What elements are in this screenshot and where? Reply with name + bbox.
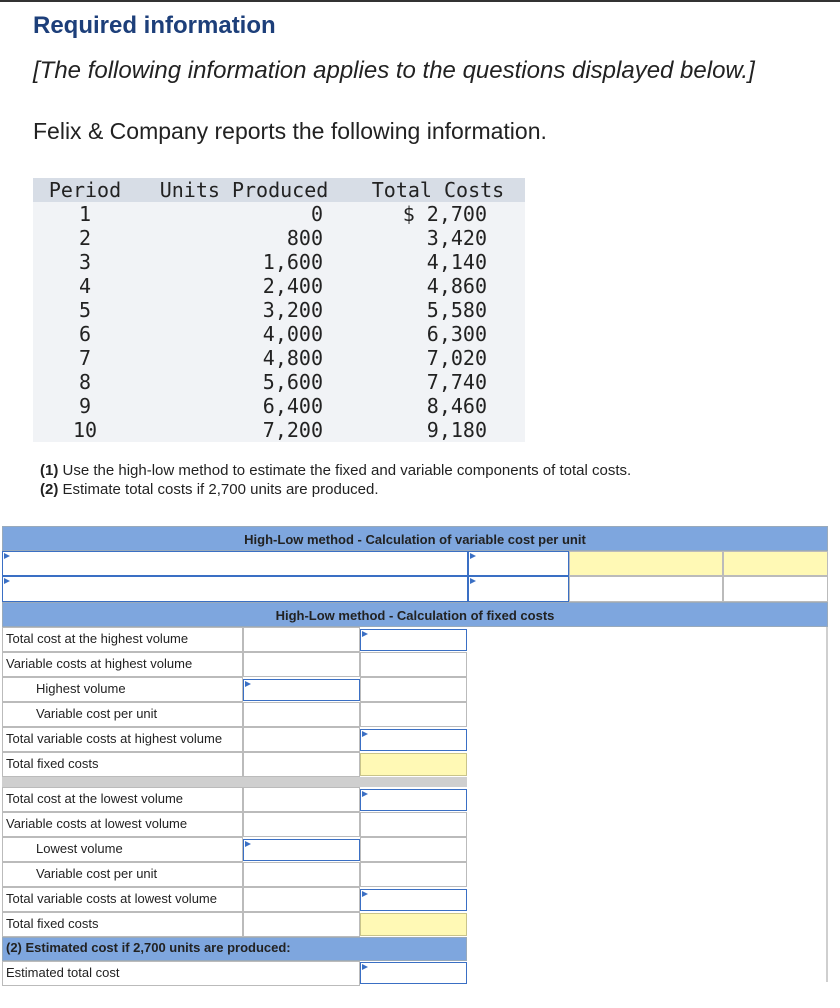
table-row	[33, 370, 525, 394]
period-header: Period	[33, 178, 137, 202]
table-row	[33, 394, 525, 418]
units-cell: 6,400	[262, 394, 323, 418]
variable-row1-result2	[723, 551, 828, 576]
question-2: (2) Estimate total costs if 2,700 units are produced.	[40, 481, 379, 498]
high-volume-value2	[360, 677, 467, 702]
estimate-header-label: (2) Estimated cost if 2,700 units are produced:	[6, 940, 291, 955]
table-row	[33, 274, 525, 298]
table-row	[33, 202, 525, 226]
variable-row2-cell2	[723, 576, 828, 602]
input-marker-icon	[362, 791, 368, 797]
estimate-total-input[interactable]	[360, 962, 467, 984]
costs-cell: 7,020	[426, 346, 487, 370]
low-variable-costs-value2	[360, 812, 467, 837]
high-variable-costs-value1	[243, 652, 360, 677]
high-vcpu-value2	[360, 702, 467, 727]
period-cell: 9	[78, 394, 92, 418]
costs-cell: 4,140	[426, 250, 487, 274]
period-cell: 4	[78, 274, 92, 298]
units-cell: 4,000	[262, 322, 323, 346]
low-volume-value2	[360, 837, 467, 862]
questions-block	[40, 461, 631, 499]
costs-cell: 7,740	[426, 370, 487, 394]
costs-cell: 5,580	[426, 298, 487, 322]
low-volume-label: Lowest volume	[36, 841, 123, 856]
period-cell: 5	[78, 298, 92, 322]
low-total-cost-label: Total cost at the lowest volume	[6, 791, 184, 806]
section-separator	[2, 777, 467, 787]
period-cell: 10	[72, 418, 98, 442]
costs-cell: 6,300	[426, 322, 487, 346]
low-variable-costs-label: Variable costs at lowest volume	[6, 816, 188, 831]
instructions-subtitle: [The following information applies to the questions displayed below.]	[33, 57, 755, 84]
units-cell: 3,200	[262, 298, 323, 322]
table-row	[33, 226, 525, 250]
estimate-total-label: Estimated total cost	[6, 965, 120, 980]
high-total-variable-value1	[243, 727, 360, 752]
input-marker-icon	[245, 841, 251, 847]
high-fixed-value1	[243, 752, 360, 777]
units-cell: 800	[286, 226, 323, 250]
period-cell: 6	[78, 322, 92, 346]
input-marker-icon	[470, 578, 476, 584]
high-total-cost-value2[interactable]	[360, 629, 467, 651]
costs-cell: 8,460	[426, 394, 487, 418]
period-cell: 3	[78, 250, 92, 274]
input-marker-icon	[362, 964, 368, 970]
variable-row2-label-input[interactable]	[2, 576, 468, 602]
low-vcpu-value1	[243, 862, 360, 887]
units-cell: 7,200	[262, 418, 323, 442]
variable-row2-cell	[569, 576, 723, 602]
input-marker-icon	[245, 681, 251, 687]
low-fixed-value1	[243, 912, 360, 937]
low-volume-value1[interactable]	[243, 839, 360, 861]
costs-cell: $ 2,700	[402, 202, 487, 226]
units-cell: 4,800	[262, 346, 323, 370]
high-variable-costs-label: Variable costs at highest volume	[6, 656, 193, 671]
high-total-cost-label: Total cost at the highest volume	[6, 631, 189, 646]
table-row	[33, 250, 525, 274]
input-marker-icon	[362, 631, 368, 637]
table-row	[33, 346, 525, 370]
low-fixed-value2	[360, 913, 467, 936]
input-marker-icon	[362, 891, 368, 897]
variable-row1-value-input[interactable]	[468, 551, 569, 576]
input-marker-icon	[362, 731, 368, 737]
top-border	[0, 0, 840, 2]
input-marker-icon	[4, 578, 10, 584]
units-cell: 0	[310, 202, 323, 226]
required-info-title: Required information	[33, 12, 276, 39]
low-total-variable-value1	[243, 887, 360, 912]
table-row	[33, 322, 525, 346]
high-volume-label: Highest volume	[36, 681, 126, 696]
costs-cell: 9,180	[426, 418, 487, 442]
variable-row1-result	[569, 551, 723, 576]
low-variable-costs-value1	[243, 812, 360, 837]
high-vcpu-value1	[243, 702, 360, 727]
question-1: (1) Use the high-low method to estimate the fixed and variable components of total costs.	[40, 462, 632, 479]
intro-text: Felix & Company reports the following information.	[33, 118, 547, 144]
low-vcpu-label: Variable cost per unit	[36, 866, 158, 881]
high-total-variable-value2[interactable]	[360, 729, 467, 751]
cost-data-table	[33, 178, 525, 442]
high-total-variable-label: Total variable costs at highest volume	[6, 731, 223, 746]
table-header-row	[33, 178, 525, 202]
costs-header: Total Costs	[351, 178, 525, 202]
units-cell: 2,400	[262, 274, 323, 298]
period-cell: 7	[78, 346, 92, 370]
variable-row1-label-input[interactable]	[2, 551, 468, 576]
units-cell: 5,600	[262, 370, 323, 394]
high-vcpu-label: Variable cost per unit	[36, 706, 158, 721]
period-cell: 1	[78, 202, 92, 226]
units-cell: 1,600	[262, 250, 323, 274]
high-variable-costs-value2	[360, 652, 467, 677]
table-row	[33, 298, 525, 322]
high-fixed-label: Total fixed costs	[6, 756, 99, 771]
high-fixed-value2	[360, 753, 467, 776]
units-header: Units Produced	[137, 178, 351, 202]
costs-cell: 4,860	[426, 274, 487, 298]
input-marker-icon	[4, 553, 10, 559]
low-total-cost-value1	[243, 787, 360, 812]
right-border	[826, 627, 828, 982]
high-total-cost-value1	[243, 627, 360, 652]
low-total-variable-label: Total variable costs at lowest volume	[6, 891, 217, 906]
low-total-cost-value2[interactable]	[360, 789, 467, 811]
period-cell: 2	[78, 226, 92, 250]
variable-cost-header: High-Low method - Calculation of variable cost per unit	[2, 526, 828, 551]
variable-row2-value-input[interactable]	[468, 576, 569, 602]
input-marker-icon	[470, 553, 476, 559]
low-fixed-label: Total fixed costs	[6, 916, 99, 931]
high-volume-value1[interactable]	[243, 679, 360, 701]
period-cell: 8	[78, 370, 92, 394]
costs-cell: 3,420	[426, 226, 487, 250]
low-vcpu-value2	[360, 862, 467, 887]
fixed-cost-header: High-Low method - Calculation of fixed costs	[2, 602, 828, 627]
table-row	[33, 418, 525, 442]
low-total-variable-value2[interactable]	[360, 889, 467, 911]
